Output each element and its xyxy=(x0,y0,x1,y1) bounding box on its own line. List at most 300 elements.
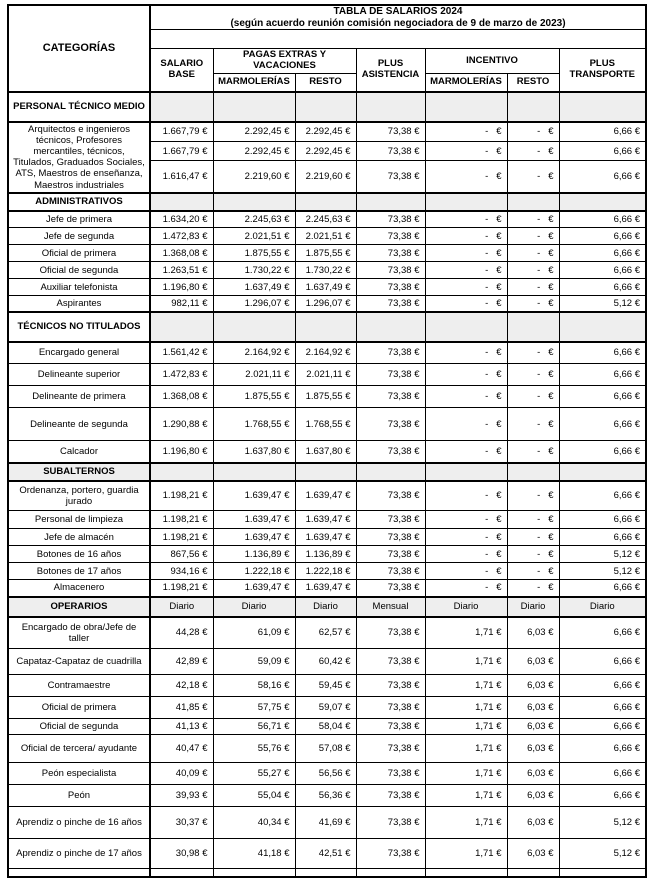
value-cell: 30,98 € xyxy=(150,839,213,869)
value-cell: 1.290,88 € xyxy=(150,408,213,441)
value-cell: 6,66 € xyxy=(559,211,646,228)
value-cell: 42,51 € xyxy=(295,839,356,869)
unit-cell xyxy=(150,312,213,342)
value-cell: 1.637,80 € xyxy=(213,441,295,463)
data-row-capataz-capataz-de-cuadrilla xyxy=(8,649,646,675)
value-cell: 1,71 € xyxy=(425,735,507,763)
value-cell: 73,38 € xyxy=(356,511,425,529)
value-cell: 39,93 € xyxy=(150,785,213,807)
value-cell: 73,38 € xyxy=(356,529,425,546)
value-cell: - € xyxy=(425,122,507,142)
value-cell: 1.730,22 € xyxy=(295,262,356,279)
category-cell: Oficial de primera xyxy=(8,245,150,262)
plus-asistencia-header: PLUS ASISTENCIA xyxy=(356,49,425,92)
value-cell: 73,38 € xyxy=(356,211,425,228)
value-cell: - € xyxy=(507,342,559,364)
data-row-botones-de-16-anos xyxy=(8,546,646,563)
section-label: OPERARIOS xyxy=(8,597,150,617)
data-row-aspirantes xyxy=(8,296,646,312)
value-cell: - € xyxy=(425,161,507,193)
value-cell: 73,38 € xyxy=(356,719,425,735)
value-cell: 1,71 € xyxy=(425,649,507,675)
value-cell: 56,71 € xyxy=(213,719,295,735)
value-cell: - € xyxy=(425,563,507,580)
data-row-jefe-de-primera xyxy=(8,211,646,228)
category-cell: Personal de limpieza xyxy=(8,511,150,529)
category-cell: Arquitectos e ingenieros técnicos, Profesores mercantiles, técnicos, Titulados, Graduados Sociales, ATS, Maestros de enseñanza, Maestros industriales xyxy=(8,122,150,193)
value-cell: - € xyxy=(507,211,559,228)
data-row-botones-de-17-anos xyxy=(8,563,646,580)
data-row-delineante-de-segunda xyxy=(8,408,646,441)
section-label: ADMINISTRATIVOS xyxy=(8,193,150,211)
data-row-jefe-de-segunda xyxy=(8,228,646,245)
data-row-calcador xyxy=(8,441,646,463)
value-cell: - € xyxy=(425,296,507,312)
value-cell: - € xyxy=(425,364,507,386)
value-cell: - € xyxy=(507,511,559,529)
unit-cell xyxy=(425,463,507,481)
value-cell: 73,38 € xyxy=(356,563,425,580)
value-cell: 73,38 € xyxy=(356,161,425,193)
value-cell: 57,08 € xyxy=(295,735,356,763)
unit-cell xyxy=(356,92,425,122)
category-cell: Peón especialista xyxy=(8,763,150,785)
value-cell: - € xyxy=(425,262,507,279)
value-cell: 2.021,11 € xyxy=(213,364,295,386)
unit-cell xyxy=(356,193,425,211)
unit-cell xyxy=(559,312,646,342)
section-row-tecnicos-no-titulados xyxy=(8,312,646,342)
data-row-aprendiz-o-pinche-de-17-anos xyxy=(8,839,646,869)
value-cell: 6,66 € xyxy=(559,342,646,364)
value-cell: 55,27 € xyxy=(213,763,295,785)
section-row-operarios xyxy=(8,597,646,617)
value-cell: 41,18 € xyxy=(213,839,295,869)
unit-cell xyxy=(213,92,295,122)
unit-cell: Diario xyxy=(425,597,507,617)
value-cell: 1,71 € xyxy=(425,763,507,785)
value-cell: 73,38 € xyxy=(356,649,425,675)
value-cell: 73,38 € xyxy=(356,441,425,463)
unit-cell xyxy=(150,193,213,211)
value-cell: 73,38 € xyxy=(356,122,425,142)
value-cell: 73,38 € xyxy=(356,617,425,649)
value-cell: 6,66 € xyxy=(559,697,646,719)
data-row-contramaestre xyxy=(8,675,646,697)
category-cell xyxy=(8,869,150,877)
unit-cell xyxy=(559,463,646,481)
category-cell: Calcador xyxy=(8,441,150,463)
value-cell: 6,03 € xyxy=(507,697,559,719)
value-cell: 6,66 € xyxy=(559,580,646,597)
value-cell: - € xyxy=(507,546,559,563)
value-cell: 6,03 € xyxy=(507,785,559,807)
value-cell: 2.021,51 € xyxy=(295,228,356,245)
value-cell: 73,38 € xyxy=(356,245,425,262)
value-cell: 2.164,92 € xyxy=(295,342,356,364)
value-cell: 6,66 € xyxy=(559,386,646,408)
value-cell: 1.222,18 € xyxy=(295,563,356,580)
value-cell: 73,38 € xyxy=(356,675,425,697)
value-cell: 40,34 € xyxy=(213,807,295,839)
value-cell: 1.198,21 € xyxy=(150,580,213,597)
data-row-peon-especialista xyxy=(8,763,646,785)
value-cell: - € xyxy=(425,386,507,408)
unit-cell xyxy=(295,463,356,481)
category-cell: Encargado general xyxy=(8,342,150,364)
unit-cell: Diario xyxy=(507,597,559,617)
value-cell xyxy=(507,869,559,877)
category-cell: Capataz-Capataz de cuadrilla xyxy=(8,649,150,675)
value-cell: 73,38 € xyxy=(356,364,425,386)
data-row-almacenero xyxy=(8,580,646,597)
value-cell: - € xyxy=(425,481,507,511)
value-cell: 30,37 € xyxy=(150,807,213,839)
category-cell: Oficial de segunda xyxy=(8,262,150,279)
value-cell xyxy=(213,869,295,877)
value-cell: 73,38 € xyxy=(356,735,425,763)
value-cell xyxy=(356,869,425,877)
value-cell: 2.245,63 € xyxy=(213,211,295,228)
value-cell: 1.875,55 € xyxy=(295,386,356,408)
value-cell: 6,03 € xyxy=(507,649,559,675)
marmolerias-header-1: MARMOLERÍAS xyxy=(213,74,295,92)
salario-base-header: SALARIO BASE xyxy=(150,49,213,92)
value-cell: 42,18 € xyxy=(150,675,213,697)
value-cell: 1,71 € xyxy=(425,697,507,719)
data-row-ordenanza-portero-guardia-jurado xyxy=(8,481,646,511)
value-cell: - € xyxy=(507,481,559,511)
value-cell: 6,03 € xyxy=(507,763,559,785)
value-cell: 1.136,89 € xyxy=(213,546,295,563)
value-cell: 1.616,47 € xyxy=(150,161,213,193)
value-cell: 6,66 € xyxy=(559,245,646,262)
value-cell: 6,66 € xyxy=(559,262,646,279)
value-cell: 1.667,79 € xyxy=(150,122,213,142)
value-cell: 1,71 € xyxy=(425,839,507,869)
value-cell: 55,76 € xyxy=(213,735,295,763)
value-cell: 6,66 € xyxy=(559,649,646,675)
value-cell: 1.368,08 € xyxy=(150,245,213,262)
value-cell: 1.472,83 € xyxy=(150,364,213,386)
unit-cell: Diario xyxy=(213,597,295,617)
value-cell: 6,66 € xyxy=(559,279,646,296)
value-cell: - € xyxy=(425,408,507,441)
value-cell: 982,11 € xyxy=(150,296,213,312)
value-cell: - € xyxy=(507,580,559,597)
unit-cell xyxy=(507,193,559,211)
value-cell: 73,38 € xyxy=(356,785,425,807)
section-row-subalternos xyxy=(8,463,646,481)
value-cell: 73,38 € xyxy=(356,296,425,312)
table-title: TABLA DE SALARIOS 2024 xyxy=(333,6,463,17)
data-row-jefe-de-almacen xyxy=(8,529,646,546)
category-cell: Peón xyxy=(8,785,150,807)
value-cell: 73,38 € xyxy=(356,763,425,785)
value-cell: 73,38 € xyxy=(356,546,425,563)
value-cell: 1,71 € xyxy=(425,785,507,807)
value-cell: 1.875,55 € xyxy=(213,245,295,262)
section-label: TÉCNICOS NO TITULADOS xyxy=(8,312,150,342)
value-cell xyxy=(425,869,507,877)
category-cell: Delineante superior xyxy=(8,364,150,386)
value-cell: 1.875,55 € xyxy=(213,386,295,408)
value-cell: 2.292,45 € xyxy=(213,142,295,161)
value-cell: 1,71 € xyxy=(425,807,507,839)
category-cell: Delineante de primera xyxy=(8,386,150,408)
value-cell: 1.639,47 € xyxy=(295,511,356,529)
category-cell: Botones de 16 años xyxy=(8,546,150,563)
unit-cell xyxy=(425,193,507,211)
data-row-encargado-general xyxy=(8,342,646,364)
value-cell: 1.634,20 € xyxy=(150,211,213,228)
value-cell: 2.219,60 € xyxy=(213,161,295,193)
value-cell: 5,12 € xyxy=(559,296,646,312)
value-cell: 6,66 € xyxy=(559,228,646,245)
value-cell: - € xyxy=(507,279,559,296)
salary-table xyxy=(7,4,647,878)
data-row-oficial-de-tercera-ayudante xyxy=(8,735,646,763)
value-cell: 1,71 € xyxy=(425,675,507,697)
value-cell: - € xyxy=(425,245,507,262)
value-cell: 6,03 € xyxy=(507,675,559,697)
unit-cell xyxy=(356,312,425,342)
value-cell: 867,56 € xyxy=(150,546,213,563)
value-cell: 1.639,47 € xyxy=(295,481,356,511)
value-cell: 1.639,47 € xyxy=(295,529,356,546)
value-cell: 1.667,79 € xyxy=(150,142,213,161)
table-title-cell xyxy=(150,5,646,30)
unit-cell xyxy=(559,193,646,211)
value-cell: - € xyxy=(425,546,507,563)
value-cell: 61,09 € xyxy=(213,617,295,649)
value-cell: 6,66 € xyxy=(559,785,646,807)
value-cell xyxy=(150,869,213,877)
unit-cell xyxy=(425,92,507,122)
category-cell: Encargado de obra/Jefe de taller xyxy=(8,617,150,649)
value-cell: 73,38 € xyxy=(356,807,425,839)
category-cell: Jefe de primera xyxy=(8,211,150,228)
value-cell xyxy=(295,869,356,877)
value-cell: 40,09 € xyxy=(150,763,213,785)
value-cell: 6,03 € xyxy=(507,617,559,649)
value-cell: 41,13 € xyxy=(150,719,213,735)
data-row-delineante-de-primera xyxy=(8,386,646,408)
value-cell: 73,38 € xyxy=(356,386,425,408)
value-cell: 1.637,49 € xyxy=(295,279,356,296)
value-cell: 73,38 € xyxy=(356,262,425,279)
value-cell: 1.263,51 € xyxy=(150,262,213,279)
value-cell: - € xyxy=(425,441,507,463)
value-cell: - € xyxy=(507,364,559,386)
value-cell: 6,66 € xyxy=(559,675,646,697)
value-cell: 934,16 € xyxy=(150,563,213,580)
unit-cell xyxy=(213,312,295,342)
value-cell: 5,12 € xyxy=(559,546,646,563)
value-cell: 6,66 € xyxy=(559,529,646,546)
value-cell: 5,12 € xyxy=(559,563,646,580)
value-cell: 73,38 € xyxy=(356,408,425,441)
value-cell: 41,69 € xyxy=(295,807,356,839)
value-cell: 6,66 € xyxy=(559,719,646,735)
value-cell: 73,38 € xyxy=(356,580,425,597)
category-cell: Botones de 17 años xyxy=(8,563,150,580)
value-cell: 5,12 € xyxy=(559,807,646,839)
value-cell: 73,38 € xyxy=(356,481,425,511)
unit-cell xyxy=(213,193,295,211)
value-cell: 41,85 € xyxy=(150,697,213,719)
partial-bottom-row xyxy=(8,869,646,877)
value-cell: - € xyxy=(425,529,507,546)
value-cell: 58,04 € xyxy=(295,719,356,735)
value-cell: 6,66 € xyxy=(559,122,646,142)
header-spacer-cell xyxy=(150,30,646,49)
unit-cell xyxy=(295,312,356,342)
value-cell: 73,38 € xyxy=(356,839,425,869)
unit-cell xyxy=(295,193,356,211)
value-cell: - € xyxy=(507,386,559,408)
category-cell: Aspirantes xyxy=(8,296,150,312)
value-cell: 73,38 € xyxy=(356,697,425,719)
section-row-personal-tecnico-medio xyxy=(8,92,646,122)
value-cell: 6,66 € xyxy=(559,617,646,649)
value-cell: 2.292,45 € xyxy=(213,122,295,142)
data-row-oficial-de-segunda xyxy=(8,262,646,279)
value-cell: 6,66 € xyxy=(559,161,646,193)
value-cell: - € xyxy=(507,122,559,142)
value-cell: 62,57 € xyxy=(295,617,356,649)
value-cell: - € xyxy=(425,511,507,529)
value-cell: 58,16 € xyxy=(213,675,295,697)
value-cell: - € xyxy=(425,228,507,245)
value-cell: 2.219,60 € xyxy=(295,161,356,193)
value-cell: - € xyxy=(425,142,507,161)
category-cell: Ordenanza, portero, guardia jurado xyxy=(8,481,150,511)
section-label: SUBALTERNOS xyxy=(8,463,150,481)
value-cell: 57,75 € xyxy=(213,697,295,719)
value-cell: 1.222,18 € xyxy=(213,563,295,580)
value-cell: 55,04 € xyxy=(213,785,295,807)
value-cell: 6,66 € xyxy=(559,408,646,441)
value-cell: - € xyxy=(507,296,559,312)
value-cell: 1.198,21 € xyxy=(150,529,213,546)
value-cell: - € xyxy=(507,408,559,441)
title-row xyxy=(8,5,646,30)
value-cell: 6,66 € xyxy=(559,735,646,763)
value-cell: 1.198,21 € xyxy=(150,511,213,529)
value-cell: 6,66 € xyxy=(559,441,646,463)
value-cell: 1.637,49 € xyxy=(213,279,295,296)
value-cell: 1.196,80 € xyxy=(150,279,213,296)
data-row-delineante-superior xyxy=(8,364,646,386)
value-cell: 59,07 € xyxy=(295,697,356,719)
value-cell: 5,12 € xyxy=(559,839,646,869)
unit-cell: Diario xyxy=(295,597,356,617)
value-cell: 1.637,80 € xyxy=(295,441,356,463)
unit-cell xyxy=(295,92,356,122)
category-cell: Oficial de segunda xyxy=(8,719,150,735)
unit-cell xyxy=(150,92,213,122)
value-cell: - € xyxy=(507,262,559,279)
value-cell xyxy=(559,869,646,877)
value-cell: 2.245,63 € xyxy=(295,211,356,228)
data-row-oficial-de-segunda xyxy=(8,719,646,735)
value-cell: 73,38 € xyxy=(356,228,425,245)
value-cell: 2.292,45 € xyxy=(295,142,356,161)
data-row-encargado-de-obra-jefe-de-taller xyxy=(8,617,646,649)
unit-cell: Diario xyxy=(559,597,646,617)
value-cell: - € xyxy=(507,529,559,546)
data-row-oficial-de-primera xyxy=(8,697,646,719)
category-cell: Delineante de segunda xyxy=(8,408,150,441)
section-row-administrativos xyxy=(8,193,646,211)
value-cell: 56,36 € xyxy=(295,785,356,807)
data-row-oficial-de-primera xyxy=(8,245,646,262)
marmolerias-header-2: MARMOLERÍAS xyxy=(425,74,507,92)
value-cell: 1.730,22 € xyxy=(213,262,295,279)
value-cell: 6,03 € xyxy=(507,807,559,839)
data-row-auxiliar-telefonista xyxy=(8,279,646,296)
unit-cell xyxy=(213,463,295,481)
value-cell: 6,03 € xyxy=(507,839,559,869)
value-cell: 42,89 € xyxy=(150,649,213,675)
value-cell: 1.296,07 € xyxy=(295,296,356,312)
value-cell: 1.196,80 € xyxy=(150,441,213,463)
value-cell: 1.768,55 € xyxy=(295,408,356,441)
value-cell: 73,38 € xyxy=(356,342,425,364)
category-cell: Jefe de almacén xyxy=(8,529,150,546)
value-cell: 59,09 € xyxy=(213,649,295,675)
value-cell: - € xyxy=(425,211,507,228)
value-cell: 6,03 € xyxy=(507,735,559,763)
unit-cell xyxy=(507,92,559,122)
section-label: PERSONAL TÉCNICO MEDIO xyxy=(8,92,150,122)
unit-cell: Diario xyxy=(150,597,213,617)
value-cell: 1,71 € xyxy=(425,719,507,735)
value-cell: 6,03 € xyxy=(507,719,559,735)
value-cell: - € xyxy=(425,342,507,364)
value-cell: 1.296,07 € xyxy=(213,296,295,312)
category-cell: Almacenero xyxy=(8,580,150,597)
plus-transporte-header: PLUS TRANSPORTE xyxy=(559,49,646,92)
value-cell: 60,42 € xyxy=(295,649,356,675)
value-cell: 2.021,11 € xyxy=(295,364,356,386)
value-cell: 6,66 € xyxy=(559,511,646,529)
value-cell: - € xyxy=(507,161,559,193)
resto-header-1: RESTO xyxy=(295,74,356,92)
value-cell: 6,66 € xyxy=(559,142,646,161)
value-cell: - € xyxy=(507,441,559,463)
unit-cell xyxy=(425,312,507,342)
value-cell: 1.639,47 € xyxy=(295,580,356,597)
value-cell: 6,66 € xyxy=(559,481,646,511)
value-cell: 1.198,21 € xyxy=(150,481,213,511)
value-cell: 1.875,55 € xyxy=(295,245,356,262)
unit-cell: Mensual xyxy=(356,597,425,617)
categories-header: CATEGORÍAS xyxy=(8,5,150,92)
category-cell: Jefe de segunda xyxy=(8,228,150,245)
category-cell: Aprendiz o pinche de 17 años xyxy=(8,839,150,869)
pagas-extras-header: PAGAS EXTRAS Y VACACIONES xyxy=(213,49,356,74)
value-cell: 1.768,55 € xyxy=(213,408,295,441)
value-cell: 56,56 € xyxy=(295,763,356,785)
value-cell: 1.561,42 € xyxy=(150,342,213,364)
value-cell: 2.292,45 € xyxy=(295,122,356,142)
data-row-arquitectos-e-ingenieros-tecnicos-profesores-mercantiles-tecnicos-titulados-graduados-sociales-ats-maestros-de-ensenanza-maestros-industriales xyxy=(8,122,646,142)
value-cell: 6,66 € xyxy=(559,763,646,785)
table-subtitle: (según acuerdo reunión comisión negociadora de 9 de marzo de 2023) xyxy=(230,17,566,29)
value-cell: - € xyxy=(507,245,559,262)
